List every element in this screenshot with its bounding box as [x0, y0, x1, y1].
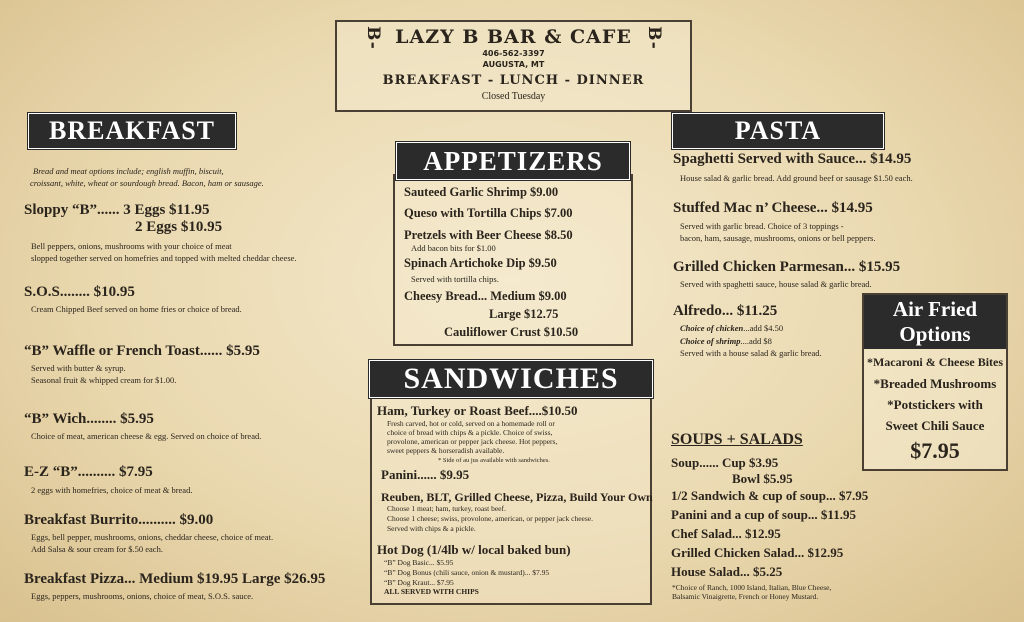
appetizer-item: Cauliflower Crust $10.50	[444, 325, 579, 339]
air-fried-item: *Macaroni & Cheese Bites	[866, 355, 1004, 369]
breakfast-item-desc: slopped together served on homefries and topped with melted cheddar cheese.	[31, 253, 297, 263]
pasta-item-mac-cheese: Stuffed Mac n’ Cheese... $14.95	[673, 200, 873, 216]
air-fried-item: *Breaded Mushrooms	[873, 376, 997, 391]
breakfast-item-sloppy-b: Sloppy “B”...... 3 Eggs $11.95	[24, 202, 210, 218]
breakfast-item-desc: Add Salsa & sour cream for $.50 each.	[31, 544, 163, 554]
sandwich-item-desc: Choose 1 meat; ham, turkey, roast beef.	[387, 504, 506, 513]
breakfast-item-desc: Seasonal fruit & whipped cream for $1.00.	[31, 375, 177, 385]
breakfast-item-waffle: “B” Waffle or French Toast...... $5.95	[24, 343, 260, 359]
pasta-item-desc: bacon, ham, sausage, mushrooms, onions or bell peppers.	[680, 233, 876, 243]
sandwich-item-desc: Served with chips & a pickle.	[387, 524, 476, 533]
sandwich-au-jus-note: * Side of au jus available with sandwiches.	[438, 457, 550, 464]
pasta-item-alfredo: Alfredo... $11.25	[673, 303, 778, 319]
salad-item: Grilled Chicken Salad... $12.95	[671, 545, 844, 560]
soup-item: Panini and a cup of soup... $11.95	[671, 507, 856, 522]
breakfast-item-desc: Bell peppers, onions, mushrooms with your choice of meat	[31, 241, 232, 251]
appetizers-title: APPETIZERS	[396, 142, 630, 180]
breakfast-item-pizza: Breakfast Pizza... Medium $19.95 Large $26.95	[24, 571, 326, 587]
alfredo-shrimp-option	[680, 336, 772, 347]
soup-item: 1/2 Sandwich & cup of soup... $7.95	[671, 488, 869, 503]
air-fried-title-line2: Options	[899, 322, 971, 346]
breakfast-item-burrito: Breakfast Burrito.......... $9.00	[24, 512, 214, 528]
alfredo-desc: Served with a house salad & garlic bread.	[680, 348, 822, 358]
sandwich-item-hot-dog: Hot Dog (1/4lb w/ local baked bun)	[377, 542, 571, 557]
closed-day: Closed Tuesday	[481, 91, 546, 102]
breakfast-item-desc: Choice of meat, american cheese & egg. Served on choice of bread.	[31, 431, 262, 441]
brand-mark-left: B-	[363, 26, 384, 50]
breakfast-item-desc: Cream Chipped Beef served on home fries or choice of bread.	[31, 304, 242, 314]
breakfast-item-sos: S.O.S........ $10.95	[24, 284, 135, 300]
air-fried-item: Sweet Chili Sauce	[885, 418, 985, 433]
dressing-note: *Choice of Ranch, 1000 Island, Italian, Blue Cheese,	[672, 583, 832, 592]
pasta-item-desc: Served with spaghetti sauce, house salad & garlic bread.	[680, 279, 872, 289]
alfredo-chicken-label: Choice of chicken	[680, 323, 744, 333]
air-fried-box	[862, 293, 1008, 471]
meals-served: BREAKFAST - LUNCH - DINNER	[382, 73, 645, 88]
air-fried-title	[864, 295, 1006, 349]
hot-dog-option: “B” Dog Basic... $5.95	[384, 558, 454, 567]
brand-mark-right: B-	[643, 26, 664, 50]
sandwich-item-desc: Fresh carved, hot or cold, served on a homemade roll or	[387, 419, 555, 428]
appetizer-item: Queso with Tortilla Chips $7.00	[404, 206, 573, 220]
restaurant-title-row	[337, 26, 690, 48]
sandwich-item-ham-turkey: Ham, Turkey or Roast Beef....$10.50	[377, 403, 578, 418]
air-fried-title-line1: Air Fried	[892, 297, 978, 321]
breakfast-title: BREAKFAST	[28, 113, 236, 149]
restaurant-name: LAZY B BAR & CAFE	[395, 26, 632, 48]
breakfast-item-desc: 2 eggs with homefries, choice of meat & bread.	[31, 485, 193, 495]
appetizer-item: Spinach Artichoke Dip $9.50	[404, 256, 557, 270]
alfredo-shrimp-label: Choice of shrimp	[680, 336, 741, 346]
sandwich-item-desc: sweet peppers & horseradish available.	[387, 446, 505, 455]
location: AUGUSTA, MT	[482, 60, 545, 69]
salad-item: House Salad... $5.25	[671, 564, 783, 579]
sandwiches-title: SANDWICHES	[369, 360, 653, 398]
pasta-item-spaghetti: Spaghetti Served with Sauce... $14.95	[673, 151, 912, 167]
soup-item: Soup...... Cup $3.95	[671, 455, 779, 470]
breakfast-item-desc: Served with butter & syrup.	[31, 363, 126, 373]
sandwich-item-reuben: Reuben, BLT, Grilled Cheese, Pizza, Build Your Own	[381, 490, 653, 504]
alfredo-chicken-price: ...add $4.50	[743, 323, 784, 333]
phone-number: 406-562-3397	[482, 49, 545, 58]
hot-dog-option: “B” Dog Bonus (chili sauce, onion & mustard)... $7.95	[384, 568, 550, 577]
sandwich-item-panini: Panini...... $9.95	[381, 467, 470, 482]
alfredo-shrimp-price: ....add $8	[740, 336, 772, 346]
breakfast-item-desc: Eggs, peppers, mushrooms, onions, choice of meat, S.O.S. sauce.	[31, 591, 254, 601]
appetizer-item-desc: Add bacon bits for $1.00	[411, 243, 496, 253]
breakfast-item-ez-b: E-Z “B”.......... $7.95	[24, 464, 153, 480]
pasta-item-chicken-parmesan: Grilled Chicken Parmesan... $15.95	[673, 259, 901, 275]
breakfast-item-b-wich: “B” Wich........ $5.95	[24, 411, 154, 427]
air-fried-price: $7.95	[910, 438, 960, 463]
sandwich-item-desc: choice of bread with chips & a pickle. Choice of swiss,	[387, 428, 553, 437]
hot-dog-chips-note: ALL SERVED WITH CHIPS	[384, 587, 479, 596]
breakfast-item-sloppy-b-2eggs: 2 Eggs $10.95	[135, 219, 223, 235]
breakfast-intro-2: croissant, white, wheat or sourdough bread. Bacon, ham or sausage.	[30, 178, 264, 188]
pasta-item-desc: Served with garlic bread. Choice of 3 toppings -	[680, 221, 844, 231]
restaurant-header	[335, 20, 692, 112]
appetizer-item: Sauteed Garlic Shrimp $9.00	[404, 185, 559, 199]
sandwich-item-desc: Choose 1 cheese; swiss, provolone, american, or pepper jack cheese.	[387, 514, 593, 523]
appetizer-item: Pretzels with Beer Cheese $8.50	[404, 228, 573, 242]
soups-salads-title: SOUPS + SALADS	[671, 431, 803, 448]
appetizer-item: Large $12.75	[489, 307, 559, 321]
appetizer-item-desc: Served with tortilla chips.	[411, 274, 499, 284]
pasta-item-desc: House salad & garlic bread. Add ground beef or sausage $1.50 each.	[680, 173, 913, 183]
breakfast-intro-1: Bread and meat options include; english muffin, biscuit,	[33, 166, 224, 176]
dressing-note: Balsamic Vinaigrette, French or Honey Mustard.	[672, 592, 819, 601]
air-fried-item: *Potstickers with	[887, 397, 983, 412]
appetizer-item: Cheesy Bread... Medium $9.00	[404, 289, 567, 303]
breakfast-item-desc: Eggs, bell pepper, mushrooms, onions, cheddar cheese, choice of meat.	[31, 532, 274, 542]
alfredo-chicken-option	[680, 323, 783, 334]
hot-dog-option: “B” Dog Kraut... $7.95	[384, 578, 454, 587]
pasta-title: PASTA	[672, 113, 884, 149]
sandwich-item-desc: provolone, american or pepper jack cheese. Hot peppers,	[387, 437, 558, 446]
salad-item: Chef Salad... $12.95	[671, 526, 781, 541]
soup-item: Bowl $5.95	[732, 471, 793, 486]
